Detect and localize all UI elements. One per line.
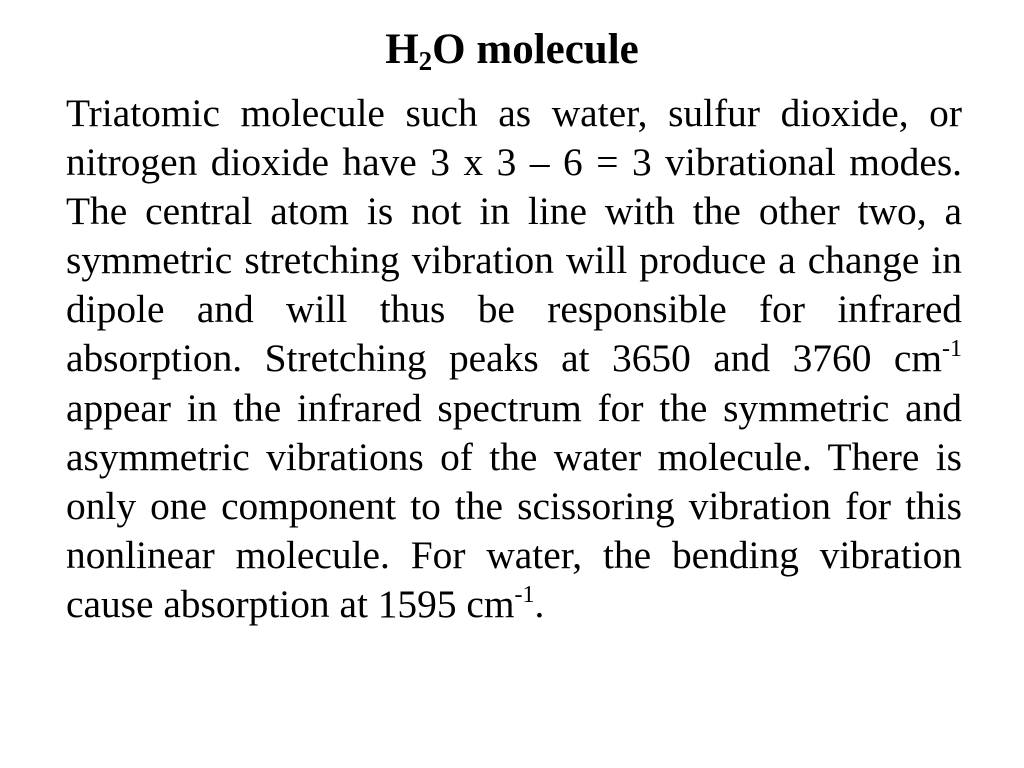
body-superscript-1: -1	[942, 336, 962, 363]
title-subscript: 2	[418, 46, 433, 76]
title-prefix: H	[385, 26, 419, 73]
body-superscript-2: -1	[514, 581, 535, 608]
title-suffix: O molecule	[432, 26, 639, 73]
body-text-part-1: Triatomic molecule such as water, sulfur dioxide, or nitrogen dioxide have 3 x 3 – 6 = 3 vibrational modes. The central atom is not in line with the other two, a symmetric stretching vibration will produce a change in dipole and will thus be responsible for infrared absorption. Stretching peaks at 3650 and 3760 cm	[66, 91, 962, 381]
slide-title	[0, 24, 1024, 76]
body-paragraph	[66, 89, 962, 629]
body-text-part-3: .	[534, 581, 545, 626]
body-text-part-2: appear in the infrared spectrum for the symmetric and asymmetric vibrations of the water molecule. There is only one component to the scissoring vibration for this nonlinear molecule. For water, the bending vibration cause absorption at 1595 cm	[66, 385, 962, 626]
